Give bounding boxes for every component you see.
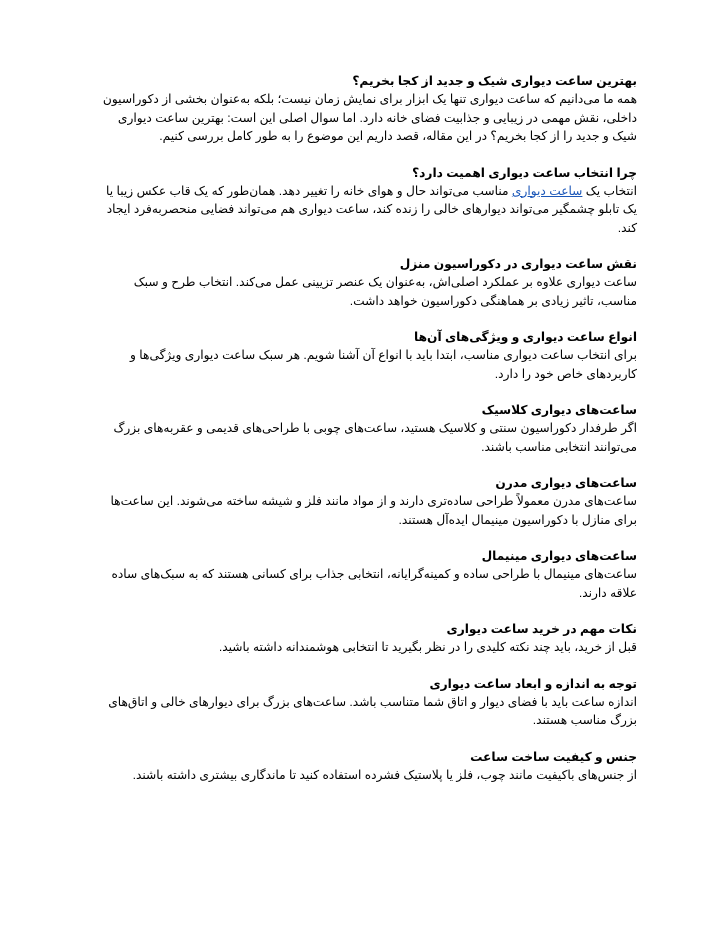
section-material (92, 748, 637, 785)
section-heading: انواع ساعت دیواری و ویژگی‌های آن‌ها (414, 330, 637, 344)
section-heading: نقش ساعت دیواری در دکوراسیون منزل (399, 257, 637, 271)
section-types (92, 328, 637, 383)
paragraph-text-after-link: مناسب می‌تواند حال و هوای خانه را تغییر دهد. همان‌طور که یک قاب عکس زیبا یا یک تابلو چشمگیر می‌تواند دیوارهای خالی را زنده کند، ساعت دیواری هم می‌تواند فضایی منحصربه‌فرد ایجاد کند. (106, 183, 637, 235)
section-buying-tips (92, 620, 637, 657)
section-heading: نکات مهم در خرید ساعت دیواری (446, 622, 637, 636)
section-paragraph: اگر طرفدار دکوراسیون سنتی و کلاسیک هستید، ساعت‌های چوبی با طراحی‌های قدیمی و عقربه‌های بزرگ می‌توانند انتخابی مناسب باشند. (113, 421, 637, 454)
section-heading: توجه به اندازه و ابعاد ساعت دیواری (429, 676, 637, 691)
section-paragraph: اندازه ساعت باید با فضای دیوار و اتاق شما متناسب باشد. ساعت‌های بزرگ برای دیوارهای خالی و اتاق‌های بزرگ مناسب هستند. (108, 694, 637, 727)
paragraph-text-before-link: انتخاب یک (582, 183, 637, 198)
section-decor-role (92, 255, 637, 310)
section-paragraph: ساعت‌های مدرن معمولاً طراحی ساده‌تری دارند و از مواد مانند فلز و شیشه ساخته می‌شوند. این ساعت‌ها برای منازل با دکوراسیون مینیمال ایده‌آل هستند. (110, 494, 637, 527)
section-classic (92, 401, 637, 456)
section-heading: چرا انتخاب ساعت دیواری اهمیت دارد؟ (412, 165, 637, 180)
section-heading: ساعت‌های دیواری مینیمال (481, 549, 637, 563)
section-heading: ساعت‌های دیواری مدرن (495, 476, 637, 490)
document-page (92, 72, 637, 802)
section-heading: جنس و کیفیت ساخت ساعت (470, 749, 637, 764)
section-size (92, 675, 637, 730)
section-minimal (92, 547, 637, 602)
section-why-choose (92, 164, 637, 238)
section-paragraph (92, 182, 637, 238)
section-paragraph: برای انتخاب ساعت دیواری مناسب، ابتدا باید با انواع آن آشنا شویم. هر سبک ساعت دیواری ویژگی‌ها و کاربردهای خاص خود را دارد. (130, 348, 637, 381)
section-intro (92, 72, 637, 146)
section-paragraph: قبل از خرید، باید چند نکته کلیدی را در نظر بگیرید تا انتخابی هوشمندانه داشته باشید. (218, 640, 637, 654)
section-modern (92, 474, 637, 529)
section-paragraph: ساعت‌های مینیمال با طراحی ساده و کمینه‌گرایانه، انتخابی جذاب برای کسانی هستند که به سبک‌های ساده علاقه دارند. (111, 567, 637, 600)
section-paragraph: ساعت دیواری علاوه بر عملکرد اصلی‌اش، به‌عنوان یک عنصر تزیینی عمل می‌کند. انتخاب طرح و سبک مناسب، تاثیر زیادی بر هماهنگی دکوراسیون خواهد داشت. (133, 275, 637, 308)
section-heading: ساعت‌های دیواری کلاسیک (481, 403, 637, 417)
section-paragraph: همه ما می‌دانیم که ساعت دیواری تنها یک ابزار برای نمایش زمان نیست؛ بلکه به‌عنوان بخشی از دکوراسیون داخلی، نقش مهمی در زیبایی و جذابیت فضای خانه دارد. اما سوال اصلی این است: بهترین ساعت دیواری شیک و جدید را از کجا بخریم؟ در این مقاله، قصد داریم این موضوع را به طور کامل بررسی کنیم. (102, 92, 637, 143)
section-paragraph: از جنس‌های باکیفیت مانند چوب، فلز یا پلاستیک فشرده استفاده کنید تا ماندگاری بیشتری داشته باشند. (132, 767, 637, 782)
wall-clock-link[interactable]: ساعت دیواری (511, 183, 583, 198)
section-heading: بهترین ساعت دیواری شیک و جدید از کجا بخریم؟ (352, 74, 637, 88)
